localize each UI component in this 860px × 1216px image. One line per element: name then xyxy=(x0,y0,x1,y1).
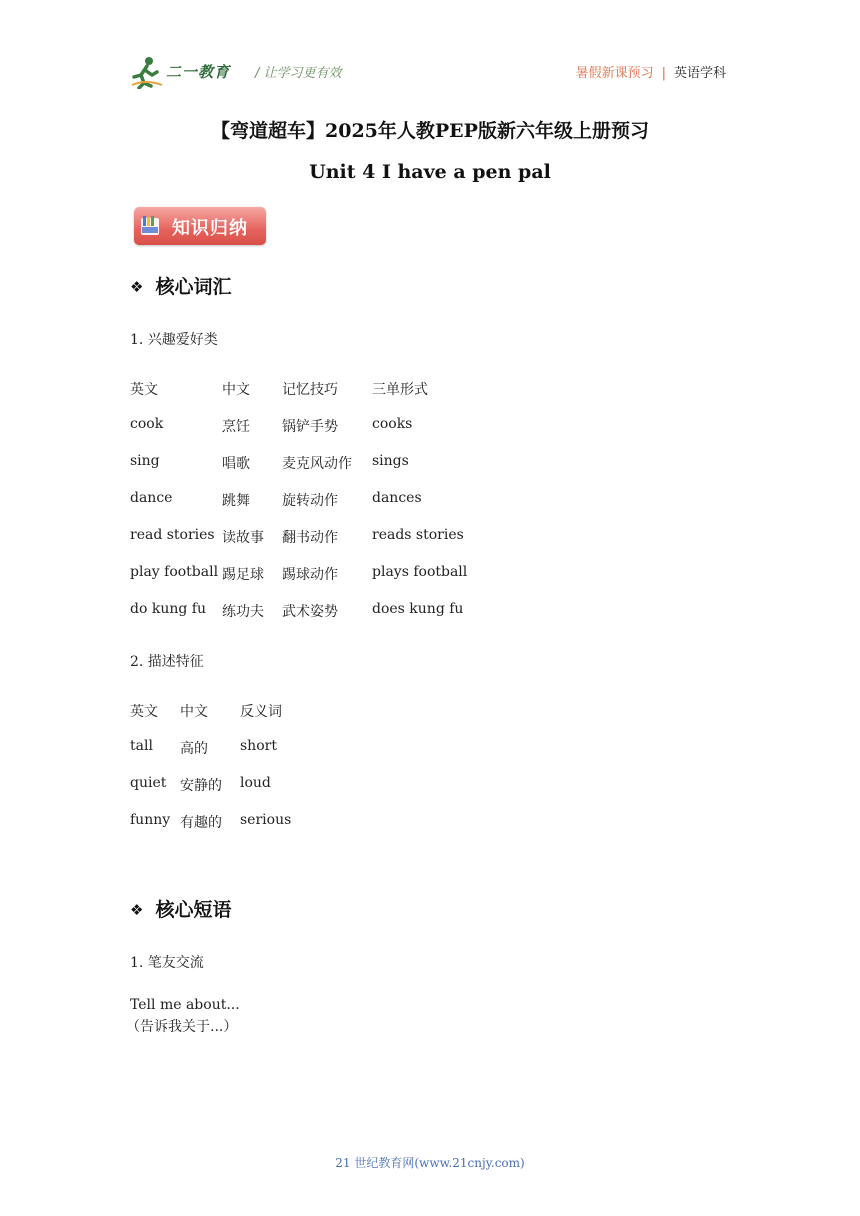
table-cell: sings xyxy=(372,453,409,469)
badge-label: 知识归纳 xyxy=(172,218,248,239)
table-cell: 旋转动作 xyxy=(282,493,338,509)
table-cell: read stories xyxy=(130,527,215,543)
book-icon xyxy=(140,215,160,237)
table-cell: 武术姿势 xyxy=(282,604,338,620)
table-cell: 踢足球 xyxy=(222,567,264,583)
table-cell: tall xyxy=(130,738,153,754)
table-header-cell: 中文 xyxy=(222,382,250,398)
diamond-bullet-icon: ❖ xyxy=(130,278,144,296)
runner-logo-icon xyxy=(130,55,164,89)
table-header-cell: 英文 xyxy=(130,382,158,398)
knowledge-summary-badge xyxy=(134,207,266,245)
table-cell: 踢球动作 xyxy=(282,567,338,583)
page-title: 【弯道超车】2025年人教PEP版新六年级上册预习 xyxy=(211,120,649,142)
section-heading-vocab xyxy=(130,272,231,299)
phrase-block xyxy=(126,994,240,1038)
table-cell: plays football xyxy=(372,564,468,580)
section-title: 核心短语 xyxy=(155,899,232,921)
table-cell: 烹饪 xyxy=(222,419,250,435)
table-cell: play football xyxy=(130,564,219,580)
table-cell: does kung fu xyxy=(372,601,464,617)
table-header-cell: 中文 xyxy=(180,704,208,720)
phrase-chinese: （告诉我关于...） xyxy=(126,1019,238,1035)
header-subject-label: 英语学科 xyxy=(673,66,726,81)
table-cell: quiet xyxy=(130,775,167,791)
header-slogan: / 让学习更有效 xyxy=(255,66,342,81)
table-cell: funny xyxy=(130,812,171,828)
table-header-cell: 反义词 xyxy=(240,704,282,720)
brand-logo xyxy=(130,55,240,89)
phrase-english: Tell me about... xyxy=(130,997,240,1013)
diamond-bullet-icon: ❖ xyxy=(130,901,144,919)
table-cell: do kung fu xyxy=(130,601,206,617)
subheading-penpal: 1. 笔友交流 xyxy=(130,955,204,971)
table-cell: reads stories xyxy=(372,527,464,543)
section-title: 核心词汇 xyxy=(155,276,232,298)
header-course-label: 暑假新课预习 xyxy=(575,66,654,81)
subheading-traits: 2. 描述特征 xyxy=(130,654,204,670)
table-cell: 麦克风动作 xyxy=(282,456,352,472)
table-cell: serious xyxy=(240,812,292,828)
table-header-cell: 英文 xyxy=(130,704,158,720)
table-cell: 练功夫 xyxy=(222,604,264,620)
table-cell: 跳舞 xyxy=(222,493,250,509)
logo-text: 二一教育 xyxy=(166,63,231,81)
table-cell: cooks xyxy=(372,416,413,432)
table-cell: dance xyxy=(130,490,173,506)
footer-source: 21 世纪教育网(www.21cnjy.com) xyxy=(335,1156,525,1170)
table-cell: 唱歌 xyxy=(222,456,250,472)
table-header-cell: 记忆技巧 xyxy=(282,382,338,398)
table-cell: sing xyxy=(130,453,160,469)
header-separator: | xyxy=(661,66,666,81)
table-cell: 锅铲手势 xyxy=(282,419,338,435)
table-cell: 有趣的 xyxy=(180,815,222,831)
table-cell: cook xyxy=(130,416,164,432)
page-header xyxy=(130,55,726,91)
page-subtitle: Unit 4 I have a pen pal xyxy=(309,161,551,183)
table-cell: short xyxy=(240,738,277,754)
subheading-hobbies: 1. 兴趣爱好类 xyxy=(130,332,218,348)
table-cell: 高的 xyxy=(180,741,208,757)
table-cell: dances xyxy=(372,490,422,506)
table-cell: 翻书动作 xyxy=(282,530,338,546)
table-header-cell: 三单形式 xyxy=(372,382,428,398)
table-cell: loud xyxy=(240,775,271,791)
header-right xyxy=(576,62,726,81)
table-cell: 读故事 xyxy=(222,530,264,546)
section-heading-phrases xyxy=(130,895,231,922)
table-cell: 安静的 xyxy=(180,778,222,794)
